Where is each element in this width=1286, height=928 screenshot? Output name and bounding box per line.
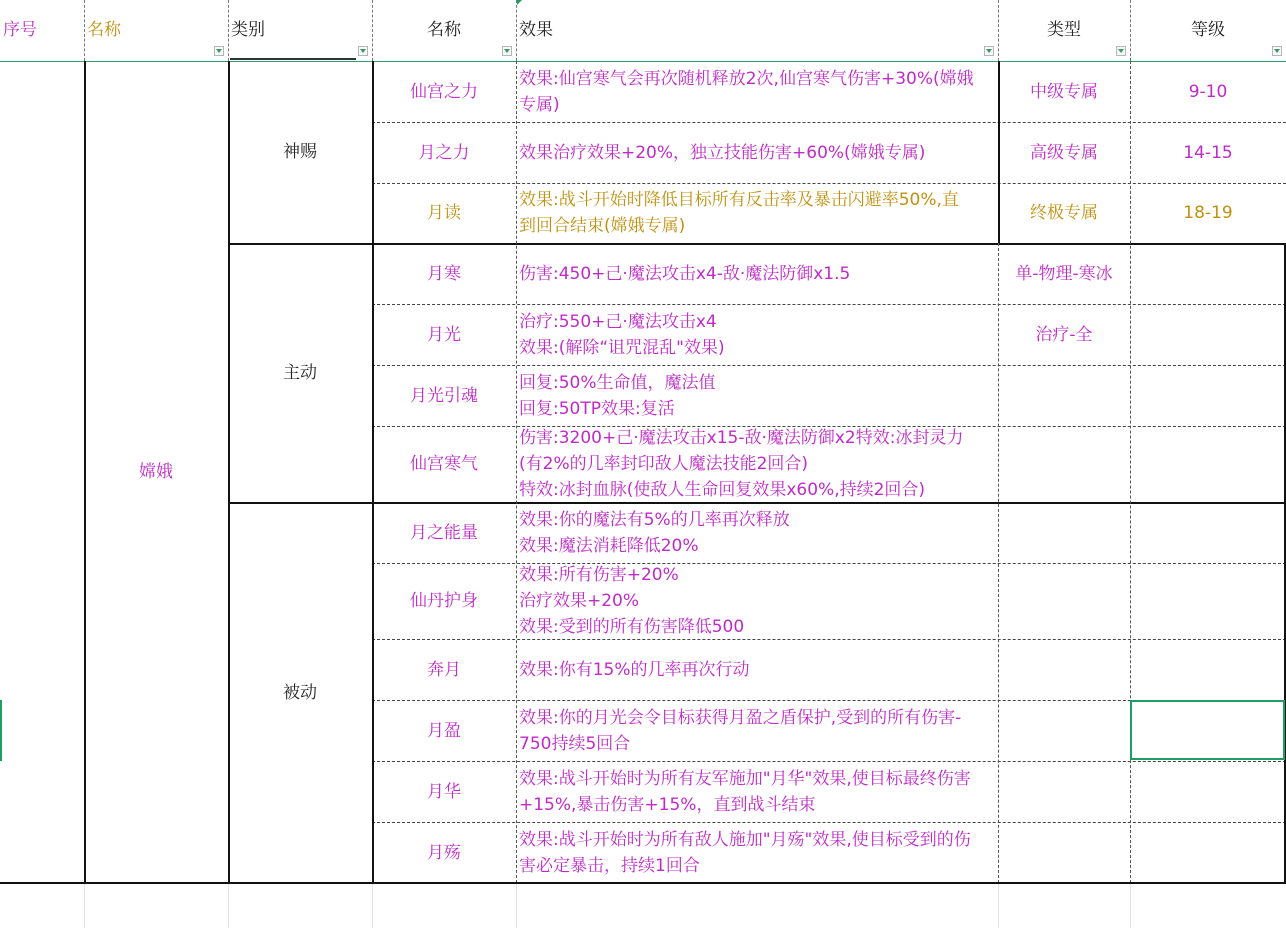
- type-cell[interactable]: 中级专属: [1030, 81, 1098, 102]
- row-separator: [372, 426, 1286, 427]
- effect-cell[interactable]: 效果:战斗开始时为所有友军施加"月华"效果,使目标最终伤害 +15%,暴击伤害+15%，直到战斗结束: [519, 768, 971, 815]
- filter-dropdown-icon[interactable]: [214, 46, 224, 56]
- row-separator: [372, 639, 1286, 640]
- header-category[interactable]: 类别: [231, 19, 265, 40]
- effect-cell[interactable]: 效果:战斗开始时为所有敌人施加"月殇"效果,使目标受到的伤 害必定暴击，持续1回合: [519, 829, 971, 876]
- skill-name-cell[interactable]: 月之能量: [410, 522, 478, 543]
- level-cell[interactable]: [1130, 822, 1286, 883]
- category-cell[interactable]: 主动: [283, 362, 317, 383]
- effect-cell[interactable]: 效果:仙宫寒气会再次随机释放2次,仙宫寒气伤害+30%(嫦娥 专属): [519, 68, 974, 115]
- skill-name-cell[interactable]: 仙宫寒气: [410, 454, 478, 474]
- level-cell[interactable]: [1130, 563, 1286, 639]
- skill-name-cell[interactable]: 月殇: [427, 842, 461, 863]
- col-border: [998, 243, 999, 883]
- character-name-cell[interactable]: 嫦娥: [139, 462, 173, 482]
- level-cell[interactable]: 9-10: [1188, 81, 1228, 102]
- type-cell[interactable]: [998, 502, 1130, 563]
- level-cell[interactable]: 18-19: [1183, 203, 1233, 223]
- gridline-faint: [516, 883, 517, 928]
- header-separator: [998, 0, 999, 61]
- header-separator: [1130, 0, 1131, 61]
- skill-name-cell[interactable]: 仙丹护身: [410, 591, 478, 611]
- header-separator: [228, 0, 229, 61]
- type-cell[interactable]: [998, 365, 1130, 426]
- group-separator: [228, 243, 1286, 245]
- effect-cell[interactable]: 治疗:550+己·魔法攻击x4 效果:(解除“诅咒混乱"效果): [519, 311, 725, 358]
- level-cell[interactable]: [1130, 502, 1286, 563]
- filter-dropdown-icon[interactable]: [984, 46, 994, 56]
- effect-cell[interactable]: 效果:你的月光会令目标获得月盈之盾保护,受到的所有伤害- 750持续5回合: [519, 707, 962, 754]
- header-separator: [372, 0, 373, 61]
- table-bottom-border: [0, 882, 1286, 884]
- header-effect[interactable]: 效果: [519, 19, 553, 40]
- selected-cell[interactable]: [1130, 700, 1285, 760]
- row-indicator: [0, 700, 2, 761]
- row-separator: [372, 563, 1286, 564]
- effect-cell[interactable]: 效果:你的魔法有5%的几率再次释放 效果:魔法消耗降低20%: [519, 509, 790, 556]
- filter-dropdown-icon[interactable]: [502, 46, 512, 56]
- level-cell[interactable]: [1130, 426, 1286, 502]
- type-cell[interactable]: [998, 700, 1130, 761]
- effect-cell[interactable]: 效果:你有15%的几率再次行动: [519, 659, 750, 680]
- skill-name-cell[interactable]: 月华: [427, 781, 461, 802]
- effect-cell[interactable]: 效果治疗效果+20%，独立技能伤害+60%(嫦娥专属): [519, 142, 926, 163]
- filter-dropdown-icon[interactable]: [1272, 46, 1282, 56]
- row-separator: [372, 822, 1286, 823]
- level-cell[interactable]: [1130, 639, 1286, 700]
- col-border: [228, 61, 230, 883]
- skill-name-cell[interactable]: 奔月: [427, 659, 461, 680]
- category-cell[interactable]: 被动: [283, 682, 317, 703]
- type-cell[interactable]: 治疗-全: [1035, 324, 1093, 345]
- header-underline: [230, 58, 356, 60]
- skill-name-cell[interactable]: 月盈: [427, 720, 461, 741]
- filter-dropdown-icon[interactable]: [358, 46, 368, 56]
- header-skill-name[interactable]: 名称: [427, 19, 461, 40]
- effect-cell[interactable]: 效果:战斗开始时降低目标所有反击率及暴击闪避率50%,直 到回合结束(嫦娥专属): [519, 190, 959, 236]
- cell-note-marker: [517, 0, 522, 5]
- effect-cell[interactable]: 效果:所有伤害+20% 治疗效果+20% 效果:受到的所有伤害降低500: [519, 565, 745, 637]
- row-separator: [372, 365, 1286, 366]
- gridline-faint: [372, 883, 373, 928]
- col-border: [372, 61, 374, 883]
- skill-name-cell[interactable]: 月光引魂: [410, 385, 478, 406]
- effect-cell[interactable]: 回复:50%生命值，魔法值 回复:50TP效果:复活: [519, 372, 716, 419]
- level-cell[interactable]: 14-15: [1183, 142, 1233, 163]
- header-type[interactable]: 类型: [1047, 19, 1081, 40]
- filter-dropdown-icon[interactable]: [1116, 46, 1126, 56]
- type-cell[interactable]: [998, 426, 1130, 502]
- type-cell[interactable]: [998, 639, 1130, 700]
- skill-name-cell[interactable]: 月光: [427, 324, 461, 345]
- col-border: [998, 61, 1000, 244]
- type-cell[interactable]: 高级专属: [1030, 142, 1098, 163]
- gridline-faint: [228, 883, 229, 928]
- level-cell[interactable]: [1130, 304, 1286, 365]
- effect-cell[interactable]: 伤害:3200+己·魔法攻击x15-敌·魔法防御x2特效:冰封灵力 (有2%的几率封印敌人魔法技能2回合) 特效:冰封血脉(使敌人生命回复效果x60%,持续2回合): [519, 428, 964, 500]
- type-cell[interactable]: [998, 761, 1130, 822]
- col-border: [84, 61, 86, 883]
- row-separator: [372, 183, 1286, 184]
- row-separator: [372, 761, 1286, 762]
- skill-name-cell[interactable]: 仙宫之力: [410, 81, 478, 102]
- header-name[interactable]: 名称: [87, 19, 121, 40]
- skill-name-cell[interactable]: 月寒: [427, 263, 461, 284]
- header-seq[interactable]: 序号: [3, 19, 37, 40]
- type-cell[interactable]: [998, 563, 1130, 639]
- type-cell[interactable]: [998, 822, 1130, 883]
- type-cell[interactable]: 单-物理-寒冰: [1015, 263, 1113, 284]
- skill-name-cell[interactable]: 月之力: [418, 142, 470, 163]
- row-separator: [372, 304, 1286, 305]
- row-separator: [372, 122, 1286, 123]
- header-separator: [84, 0, 85, 61]
- category-cell[interactable]: 神赐: [283, 142, 317, 162]
- gridline-faint: [1130, 883, 1131, 928]
- type-cell[interactable]: 终极专属: [1030, 203, 1098, 223]
- skill-name-cell[interactable]: 月读: [427, 203, 461, 223]
- effect-cell[interactable]: 伤害:450+己·魔法攻击x4-敌·魔法防御x1.5: [519, 263, 851, 284]
- level-cell[interactable]: [1130, 243, 1286, 304]
- gridline-faint: [84, 883, 85, 928]
- group-separator: [228, 502, 1286, 504]
- level-cell[interactable]: [1130, 365, 1286, 426]
- col-border: [516, 61, 517, 883]
- header-level[interactable]: 等级: [1191, 19, 1225, 40]
- header-separator: [516, 0, 517, 61]
- gridline-faint: [998, 883, 999, 928]
- level-cell[interactable]: [1130, 761, 1286, 822]
